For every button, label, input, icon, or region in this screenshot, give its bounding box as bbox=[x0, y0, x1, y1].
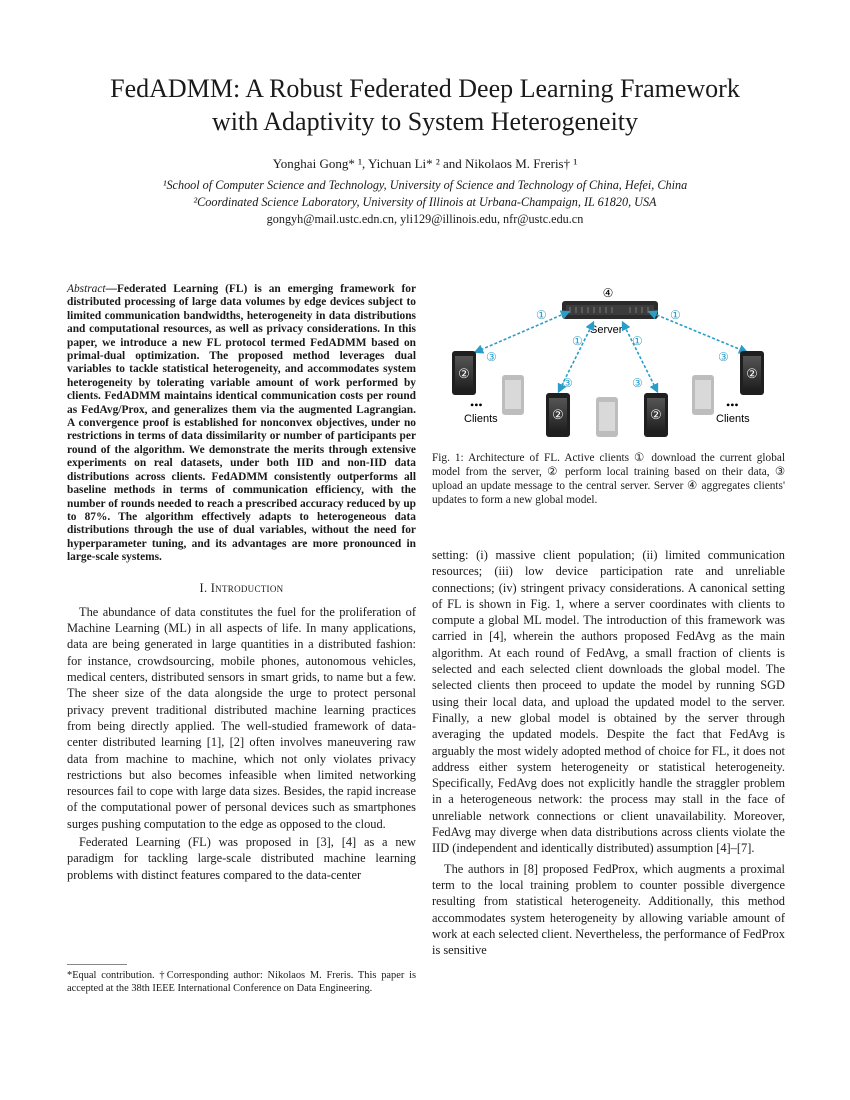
footnote: *Equal contribution. †Corresponding author: Nikolaos M. Freris. This paper is accepted at the 38th IEEE International Conference on Data Engineering. bbox=[67, 970, 416, 994]
phone-active-center-left bbox=[546, 393, 570, 437]
intro-paragraph-1: The abundance of data constitutes the fuel for the proliferation of Machine Learning (ML) in all aspects of life. In many applications, data are being generated in large quantities in a distributed fashion: for instance, crowdsourcing, mobile phones, autonomous vehicles, medical centers, distributed sensors in smart grids, to name but a few. The sheer size of the data alongside the urge to protect personal privacy prevent traditional distributed machine learning practices from being directly applied. The well-studied framework of data-center distributed learning [1], [2] often involves maneuvering raw data from machine to machine, which not only violates privacy restrictions but also becomes infeasible when limited networking resources fail to cope with large data sizes. Besides, the rapid increase of the computational power of personal devices such as smartphones surges pushing computation to the edge as opposed to the cloud. bbox=[67, 604, 416, 831]
affiliation-2: ²Coordinated Science Laboratory, University of Illinois at Urbana-Champaign, IL 61820, USA bbox=[193, 195, 657, 209]
abstract-text: —Federated Learning (FL) is an emerging framework for distributed processing of large data volumes by edge devices subject to limited communication bandwidths, heterogeneity in data distributions and computational resources, as well as privacy considerations. In this paper, we introduce a new FL protocol termed FedADMM based on primal-dual optimization. The proposed method leverages dual variables to tackle statistical heterogeneity, and accommodates system heterogeneity by tolerating variable amount of work performed by clients. FedADMM maintains identical communication costs per round as FedAvg/Prox, and generalizes them via the augmented Lagrangian. A convergence proof is established for nonconvex objectives, under no restrictions in terms of data dissimilarity or number of participants per round of the algorithm. We demonstrate the merits through extensive experiments on real datasets, under both IID and non-IID data distributions across clients. FedADMM consistently outperforms all baseline methods in terms of communication efficiency, with the number of rounds needed to reach a prescribed accuracy reduced by up to 87%. The algorithm effectively adapts to heterogeneous data distributions through the use of dual variables, without the need for hyperparameter tuning, and its advantages are more pronounced in large-scale systems. bbox=[67, 283, 416, 564]
phone-inactive-center bbox=[596, 397, 618, 437]
author-emails: gongyh@mail.ustc.edn.cn, yli129@illinois.edu, nfr@ustc.edu.cn bbox=[266, 212, 584, 226]
right-column bbox=[432, 547, 785, 958]
marker-4-label: ④ bbox=[602, 286, 614, 300]
title-line-2: with Adaptivity to System Heterogeneity bbox=[211, 107, 639, 136]
marker-2-right: ② bbox=[746, 366, 758, 381]
section-heading-introduction: I. Introduction bbox=[199, 580, 284, 595]
arrow-right-client bbox=[652, 313, 744, 351]
phone-active-right bbox=[740, 351, 764, 395]
marker-1-center-left: ① bbox=[572, 334, 583, 348]
ellipsis-left: ••• bbox=[470, 398, 483, 412]
marker-2-left: ② bbox=[458, 366, 470, 381]
intro-paragraph-2: Federated Learning (FL) was proposed in [3], [4] as a new paradigm for tackling large-scale distributed machine learning problems with distinct features compared to the data-center bbox=[67, 834, 416, 882]
left-column bbox=[67, 283, 416, 883]
server-label: Server bbox=[590, 324, 623, 336]
phone-active-center-right bbox=[644, 393, 668, 437]
paper-title bbox=[40, 72, 810, 138]
arrow-left-client bbox=[478, 313, 566, 351]
marker-3-center-right: ③ bbox=[632, 376, 643, 390]
right-paragraph-1: setting: (i) massive client population; (ii) limited communication resources; (iii) low device participation rate and unreliable connections; (iv) stringent privacy considerations. A canonical setting of FL is shown in Fig. 1, where a server coordinates with clients to compute a global ML model. The introduction of this framework was carried in [4], wherein the authors proposed FedAvg as the main algorithm. At each round of FedAvg, a small fraction of clients is selected and each selected client downloads the global model. The selected clients then proceed to update the model by running SGD using their local data, and upload the updated model to the server. Finally, a new global model is obtained by the server through averaging the updated models. Despite the fact that FedAvg is arguably the most widely adopted method of choice for FL, it does not address either system heterogeneity or statistical heterogeneity. Specifically, FedAvg does not explicitly handle the straggler problem in a heterogeneous network: the process may stall in the face of unreliable network connections or client unavailability. Moreover, FedAvg may diverge when data distributions across clients violate the IID (independent and identically distributed) assumption [4]–[7]. bbox=[432, 548, 785, 856]
marker-3-right: ③ bbox=[718, 350, 729, 364]
author-list: Yonghai Gong* ¹, Yichuan Li* ² and Nikolaos M. Freris† ¹ bbox=[272, 156, 578, 171]
phone-inactive-left bbox=[502, 375, 524, 415]
title-line-1: FedADMM: A Robust Federated Deep Learning Framework bbox=[110, 74, 740, 103]
marker-3-center-left: ③ bbox=[562, 376, 573, 390]
fl-architecture-figure bbox=[434, 281, 786, 447]
server-icon bbox=[562, 301, 658, 319]
phone-inactive-right bbox=[692, 375, 714, 415]
clients-label-left: Clients bbox=[464, 413, 498, 425]
phone-active-left bbox=[452, 351, 476, 395]
marker-3-left: ③ bbox=[486, 350, 497, 364]
abstract bbox=[67, 283, 416, 565]
marker-1-right: ① bbox=[670, 308, 681, 322]
abstract-lead: Abstract bbox=[67, 283, 106, 295]
right-paragraph-2: The authors in [8] proposed FedProx, which augments a proximal term to the local training problem to counter possible divergence resulting from statistical heterogeneity. Additionally, this method accommodates system heterogeneity by allowing variable amount of work at each selected client. Nevertheless, the performance of FedProx is sensitive bbox=[432, 861, 785, 958]
marker-2-center-right: ② bbox=[650, 407, 662, 422]
figure-caption: Fig. 1: Architecture of FL. Active clients ① download the current global model from the server, ② perform local training based on their data, ③ upload an update message to the central server. Server ④ aggregates clients' updates to form a new global model. bbox=[432, 452, 785, 506]
footnote-rule bbox=[67, 964, 127, 965]
marker-1-left: ① bbox=[536, 308, 547, 322]
marker-1-center-right: ① bbox=[632, 334, 643, 348]
affiliation-1: ¹School of Computer Science and Technology, University of Science and Technology of China, Hefei, China bbox=[162, 178, 688, 192]
marker-2-center-left: ② bbox=[552, 407, 564, 422]
clients-label-right: Clients bbox=[716, 413, 750, 425]
ellipsis-right: ••• bbox=[726, 398, 739, 412]
